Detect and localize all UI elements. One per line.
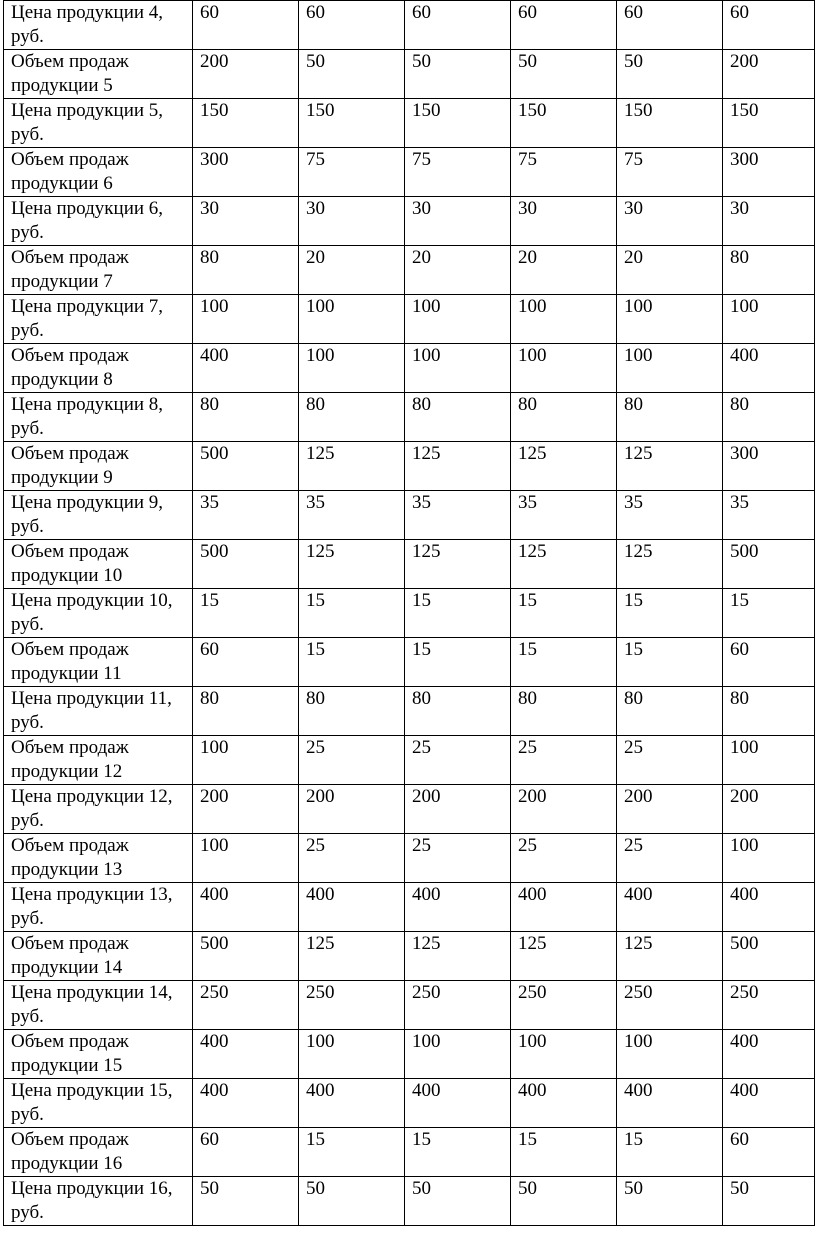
row-label: Цена продукции 11, руб.	[4, 687, 193, 736]
table-cell: 25	[405, 834, 511, 883]
table-cell: 100	[723, 834, 815, 883]
table-cell: 15	[405, 638, 511, 687]
table-cell: 125	[405, 540, 511, 589]
table-cell: 500	[723, 540, 815, 589]
row-label: Цена продукции 6, руб.	[4, 197, 193, 246]
table-row	[4, 932, 815, 981]
table-cell: 100	[617, 344, 723, 393]
row-label: Объем продаж продукции 11	[4, 638, 193, 687]
table-cell: 100	[617, 295, 723, 344]
row-label: Объем продаж продукции 12	[4, 736, 193, 785]
table-cell: 35	[405, 491, 511, 540]
table-row	[4, 99, 815, 148]
table-cell: 20	[511, 246, 617, 295]
table-row	[4, 785, 815, 834]
table-cell: 400	[511, 883, 617, 932]
table-cell: 60	[617, 1, 723, 50]
table-cell: 150	[617, 99, 723, 148]
table-cell: 25	[299, 834, 405, 883]
table-cell: 150	[511, 99, 617, 148]
table-cell: 25	[511, 736, 617, 785]
table-cell: 75	[617, 148, 723, 197]
table-row	[4, 1030, 815, 1079]
table-cell: 125	[405, 932, 511, 981]
table-cell: 125	[511, 442, 617, 491]
table-cell: 250	[617, 981, 723, 1030]
table-cell: 400	[511, 1079, 617, 1128]
table-cell: 400	[405, 1079, 511, 1128]
table-row	[4, 197, 815, 246]
table-row	[4, 1, 815, 50]
row-label: Объем продаж продукции 7	[4, 246, 193, 295]
row-label: Объем продаж продукции 5	[4, 50, 193, 99]
table-cell: 250	[299, 981, 405, 1030]
table-cell: 30	[405, 197, 511, 246]
table-cell: 250	[511, 981, 617, 1030]
table-cell: 80	[405, 687, 511, 736]
table-cell: 80	[299, 393, 405, 442]
table-cell: 250	[405, 981, 511, 1030]
table-cell: 250	[723, 981, 815, 1030]
table-cell: 50	[511, 50, 617, 99]
table-cell: 80	[617, 687, 723, 736]
table-cell: 100	[299, 1030, 405, 1079]
table-cell: 15	[617, 589, 723, 638]
table-row	[4, 540, 815, 589]
table-cell: 30	[511, 197, 617, 246]
table-cell: 125	[405, 442, 511, 491]
table-cell: 500	[193, 442, 299, 491]
table-cell: 150	[405, 99, 511, 148]
table-cell: 125	[617, 932, 723, 981]
table-cell: 100	[193, 736, 299, 785]
table-cell: 125	[299, 442, 405, 491]
row-label: Объем продаж продукции 15	[4, 1030, 193, 1079]
row-label: Цена продукции 10, руб.	[4, 589, 193, 638]
table-cell: 60	[723, 638, 815, 687]
table-cell: 500	[193, 932, 299, 981]
table-cell: 100	[511, 295, 617, 344]
table-cell: 15	[299, 638, 405, 687]
row-label: Цена продукции 12, руб.	[4, 785, 193, 834]
table-cell: 50	[299, 1177, 405, 1226]
table-cell: 100	[299, 295, 405, 344]
row-label: Объем продаж продукции 16	[4, 1128, 193, 1177]
table-cell: 35	[511, 491, 617, 540]
row-label: Цена продукции 7, руб.	[4, 295, 193, 344]
table-cell: 15	[511, 638, 617, 687]
table-row	[4, 491, 815, 540]
table-row	[4, 883, 815, 932]
table-cell: 60	[723, 1128, 815, 1177]
row-label: Объем продаж продукции 9	[4, 442, 193, 491]
table-cell: 60	[193, 638, 299, 687]
row-label: Объем продаж продукции 8	[4, 344, 193, 393]
table-cell: 35	[193, 491, 299, 540]
table-cell: 125	[511, 540, 617, 589]
table-cell: 400	[405, 883, 511, 932]
table-cell: 20	[299, 246, 405, 295]
table-cell: 400	[723, 883, 815, 932]
table-cell: 80	[723, 246, 815, 295]
table-cell: 80	[299, 687, 405, 736]
row-label: Цена продукции 5, руб.	[4, 99, 193, 148]
table-cell: 60	[723, 1, 815, 50]
row-label: Объем продаж продукции 13	[4, 834, 193, 883]
table-cell: 200	[617, 785, 723, 834]
table-cell: 80	[193, 393, 299, 442]
table-cell: 50	[405, 1177, 511, 1226]
table-cell: 60	[405, 1, 511, 50]
table-cell: 20	[617, 246, 723, 295]
row-label: Цена продукции 8, руб.	[4, 393, 193, 442]
table-cell: 200	[723, 50, 815, 99]
row-label: Объем продаж продукции 10	[4, 540, 193, 589]
table-cell: 30	[617, 197, 723, 246]
table-cell: 35	[723, 491, 815, 540]
table-cell: 20	[405, 246, 511, 295]
table-row	[4, 1177, 815, 1226]
table-cell: 15	[511, 589, 617, 638]
table-row	[4, 736, 815, 785]
table-cell: 15	[405, 1128, 511, 1177]
table-cell: 125	[511, 932, 617, 981]
table-row	[4, 442, 815, 491]
row-label: Цена продукции 14, руб.	[4, 981, 193, 1030]
table-cell: 80	[723, 393, 815, 442]
row-label: Цена продукции 16, руб.	[4, 1177, 193, 1226]
table-row	[4, 295, 815, 344]
table-cell: 25	[617, 736, 723, 785]
table-cell: 35	[299, 491, 405, 540]
table-cell: 100	[193, 834, 299, 883]
table-row	[4, 981, 815, 1030]
table-cell: 15	[723, 589, 815, 638]
row-label: Цена продукции 4, руб.	[4, 1, 193, 50]
table-row	[4, 638, 815, 687]
table-cell: 100	[405, 295, 511, 344]
table-cell: 100	[511, 1030, 617, 1079]
table-cell: 30	[299, 197, 405, 246]
table-cell: 400	[193, 1079, 299, 1128]
table-cell: 80	[405, 393, 511, 442]
table-cell: 50	[405, 50, 511, 99]
table-cell: 400	[299, 883, 405, 932]
table-cell: 80	[193, 687, 299, 736]
table-cell: 50	[299, 50, 405, 99]
table-cell: 15	[617, 1128, 723, 1177]
table-cell: 100	[723, 736, 815, 785]
table-cell: 100	[193, 295, 299, 344]
table-cell: 500	[723, 932, 815, 981]
table-cell: 80	[723, 687, 815, 736]
table-cell: 200	[511, 785, 617, 834]
table-cell: 50	[617, 1177, 723, 1226]
table-cell: 80	[511, 393, 617, 442]
row-label: Объем продаж продукции 6	[4, 148, 193, 197]
table-cell: 80	[193, 246, 299, 295]
table-cell: 400	[723, 344, 815, 393]
table-cell: 200	[405, 785, 511, 834]
table-cell: 15	[617, 638, 723, 687]
table-cell: 400	[617, 883, 723, 932]
table-cell: 15	[193, 589, 299, 638]
table-cell: 125	[617, 540, 723, 589]
table-cell: 75	[405, 148, 511, 197]
table-row	[4, 834, 815, 883]
table-cell: 75	[511, 148, 617, 197]
table-row	[4, 393, 815, 442]
table-cell: 60	[511, 1, 617, 50]
table-cell: 50	[511, 1177, 617, 1226]
table-cell: 25	[405, 736, 511, 785]
table-row	[4, 687, 815, 736]
table-cell: 200	[193, 50, 299, 99]
table-cell: 300	[193, 148, 299, 197]
table-row	[4, 50, 815, 99]
table-cell: 25	[299, 736, 405, 785]
table-cell: 30	[193, 197, 299, 246]
table-cell: 400	[193, 883, 299, 932]
table-cell: 150	[193, 99, 299, 148]
table-cell: 125	[299, 932, 405, 981]
row-label: Объем продаж продукции 14	[4, 932, 193, 981]
table-cell: 15	[299, 1128, 405, 1177]
table-cell: 400	[299, 1079, 405, 1128]
table-cell: 250	[193, 981, 299, 1030]
table-row	[4, 1079, 815, 1128]
row-label: Цена продукции 13, руб.	[4, 883, 193, 932]
table-cell: 100	[723, 295, 815, 344]
table-cell: 400	[723, 1079, 815, 1128]
table-cell: 150	[299, 99, 405, 148]
table-cell: 500	[193, 540, 299, 589]
table-row	[4, 589, 815, 638]
table-cell: 15	[511, 1128, 617, 1177]
table-cell: 60	[193, 1, 299, 50]
row-label: Цена продукции 9, руб.	[4, 491, 193, 540]
table-cell: 80	[617, 393, 723, 442]
table-cell: 60	[193, 1128, 299, 1177]
table-cell: 125	[299, 540, 405, 589]
table-cell: 25	[617, 834, 723, 883]
table-row	[4, 148, 815, 197]
table-row	[4, 344, 815, 393]
table-cell: 300	[723, 442, 815, 491]
table-cell: 30	[723, 197, 815, 246]
table-cell: 60	[299, 1, 405, 50]
table-row	[4, 246, 815, 295]
table-cell: 200	[723, 785, 815, 834]
table-cell: 100	[617, 1030, 723, 1079]
table-cell: 100	[299, 344, 405, 393]
table-cell: 100	[511, 344, 617, 393]
table-cell: 150	[723, 99, 815, 148]
table-cell: 35	[617, 491, 723, 540]
table-cell: 300	[723, 148, 815, 197]
table-row	[4, 1128, 815, 1177]
table-cell: 200	[193, 785, 299, 834]
table-cell: 200	[299, 785, 405, 834]
table-body	[4, 1, 815, 1226]
table-cell: 80	[511, 687, 617, 736]
table-cell: 50	[617, 50, 723, 99]
table-cell: 25	[511, 834, 617, 883]
table-cell: 100	[405, 1030, 511, 1079]
table-cell: 15	[299, 589, 405, 638]
data-table	[3, 0, 815, 1226]
row-label: Цена продукции 15, руб.	[4, 1079, 193, 1128]
table-cell: 100	[405, 344, 511, 393]
table-cell: 400	[617, 1079, 723, 1128]
table-cell: 15	[405, 589, 511, 638]
table-cell: 50	[723, 1177, 815, 1226]
table-cell: 50	[193, 1177, 299, 1226]
table-cell: 400	[723, 1030, 815, 1079]
table-cell: 75	[299, 148, 405, 197]
table-cell: 400	[193, 344, 299, 393]
table-cell: 400	[193, 1030, 299, 1079]
table-cell: 125	[617, 442, 723, 491]
